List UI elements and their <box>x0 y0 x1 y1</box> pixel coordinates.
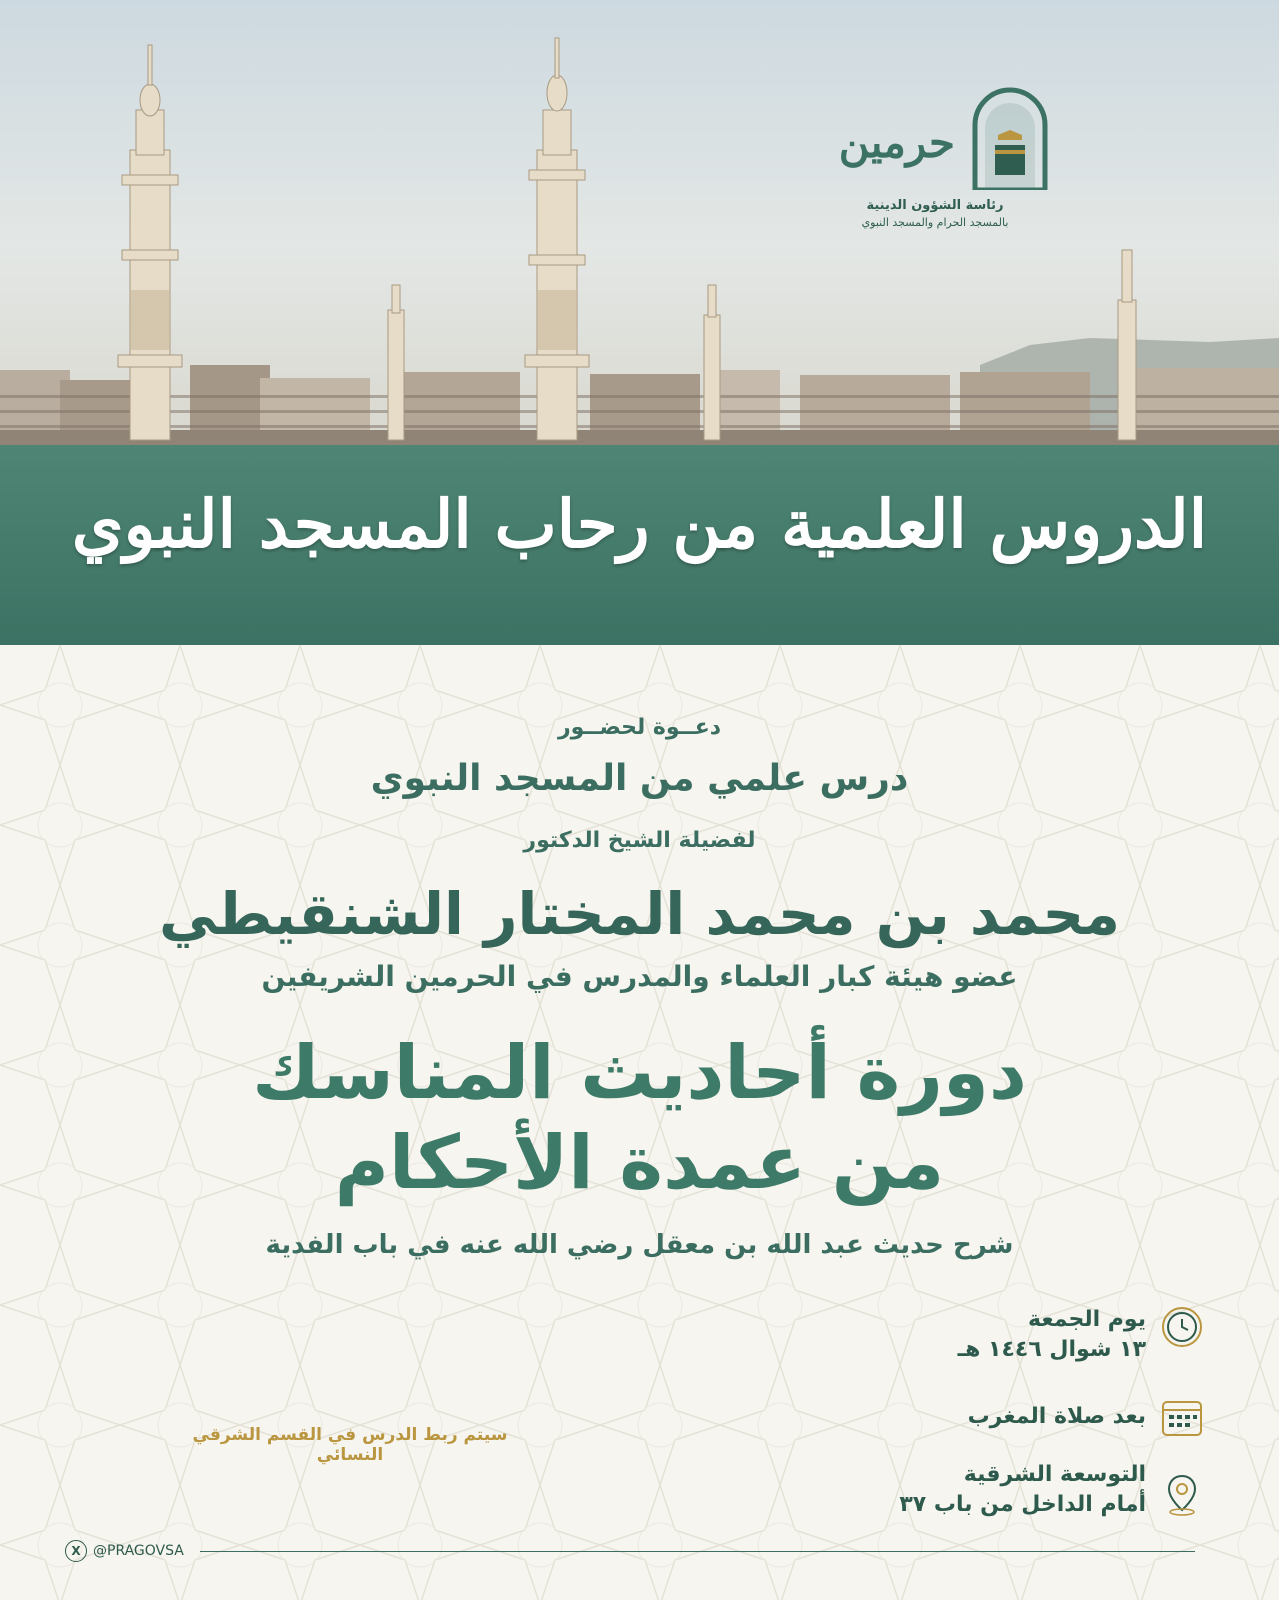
honorific: لفضيلة الشيخ الدكتور <box>523 828 756 853</box>
date-text: ١٣ شوال ١٤٤٦ هـ <box>957 1337 1146 1362</box>
x-logo-icon: X <box>65 1540 87 1562</box>
broadcast-note: سيتم ربط الدرس في القسم الشرقي النسائي <box>192 1425 508 1465</box>
logo-line-2: بالمسجد الحرام والمسجد النبوي <box>861 216 1009 229</box>
banner-title: الدروس العلمية من رحاب المسجد النبوي <box>71 485 1208 563</box>
handle-text: @PRAGOVSA <box>93 1543 184 1559</box>
course-explanation: شرح حديث عبد الله بن معقل رضي الله عنه في باب الفدية <box>265 1230 1014 1260</box>
course-title-line-1: دورة أحاديث المناسك <box>252 1030 1027 1116</box>
haramain-emblem-icon <box>970 80 1050 190</box>
logo-line-1: رئاسة الشؤون الدينية <box>866 198 1004 213</box>
calendar-icon <box>1160 1395 1204 1439</box>
time-info <box>944 1395 1204 1439</box>
header-photo <box>0 0 1279 445</box>
social-handle[interactable] <box>65 1540 184 1562</box>
title-banner <box>0 445 1279 645</box>
location-pin-icon <box>1160 1472 1204 1516</box>
footer-divider <box>200 1551 1195 1552</box>
day-text: يوم الجمعة <box>1027 1307 1146 1332</box>
invitation-intro: دعــوة لحضــور <box>557 715 722 740</box>
mosque-skyline-illustration <box>0 0 1279 445</box>
clock-icon <box>1160 1305 1204 1349</box>
time-text: بعد صلاة المغرب <box>967 1404 1146 1429</box>
lesson-title: درس علمي من المسجد النبوي <box>370 758 909 799</box>
location-line-2: أمام الداخل من باب ٣٧ <box>899 1492 1146 1517</box>
date-info <box>944 1305 1204 1375</box>
course-title-line-2: من عمدة الأحكام <box>334 1120 945 1206</box>
location-info <box>899 1460 1204 1530</box>
speaker-name: محمد بن محمد المختار الشنقيطي <box>158 880 1121 948</box>
logo-wordmark: حرمين <box>838 118 955 167</box>
location-line-1: التوسعة الشرقية <box>963 1462 1146 1487</box>
speaker-role: عضو هيئة كبار العلماء والمدرس في الحرمين الشريفين <box>261 960 1018 993</box>
logo <box>820 80 1050 235</box>
